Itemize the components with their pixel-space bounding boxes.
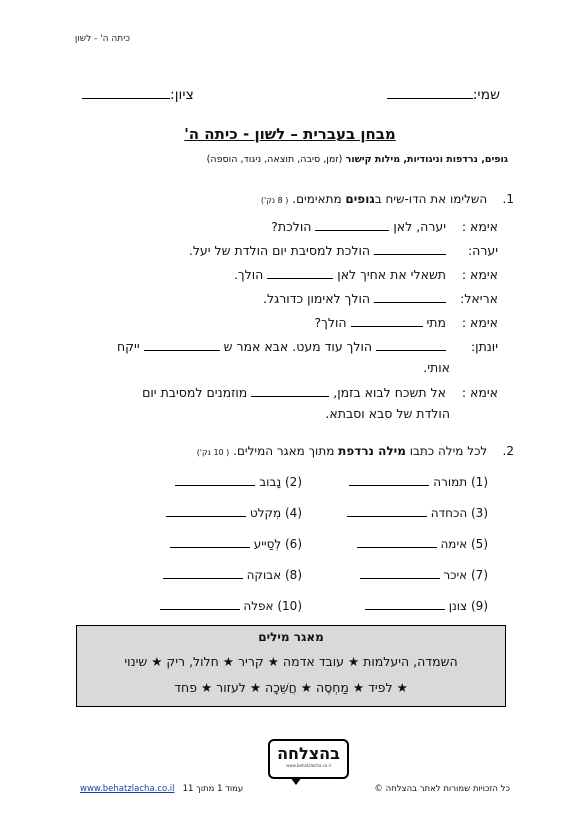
- answer-blank[interactable]: [315, 218, 389, 231]
- line-text: תשאלי את אחיך לאן: [337, 267, 447, 282]
- question-1-prompt: [261, 192, 514, 206]
- answer-blank[interactable]: [347, 504, 427, 517]
- synonym-item: (10) אפלה: [160, 597, 302, 613]
- answer-blank[interactable]: [374, 290, 446, 303]
- question-number: 2.: [502, 444, 514, 458]
- line-text: הולך?: [314, 315, 347, 330]
- prompt-bold: מילה נרדפת: [338, 444, 406, 458]
- speaker: אימא :: [461, 385, 498, 400]
- prompt-text-end: מתאימים.: [292, 192, 346, 206]
- dialogue-line-continued: [325, 406, 450, 421]
- line-text: אל תשכח לבוא בזמן,: [333, 385, 447, 400]
- dialogue-line: [263, 290, 498, 306]
- word-bank-line: השמדה, היעלמות ★ עובד אדמה ★ קריר ★ חלול, ריק ★ שינוי: [124, 654, 458, 669]
- line-text: יערה, לאן: [393, 219, 447, 234]
- grade-blank[interactable]: [82, 86, 170, 99]
- name-blank[interactable]: [387, 86, 473, 99]
- speaker: אימא :: [461, 267, 498, 282]
- dialogue-line-continued: [423, 360, 450, 375]
- answer-blank[interactable]: [349, 473, 429, 486]
- answer-blank[interactable]: [376, 338, 446, 351]
- page-title: מבחן בעברית – לשון - כיתה ה': [184, 125, 396, 143]
- answer-blank[interactable]: [251, 384, 329, 397]
- answer-blank[interactable]: [163, 566, 243, 579]
- answer-blank[interactable]: [170, 535, 250, 548]
- speaker: אימא :: [461, 315, 498, 330]
- footer-rights: כל הזכויות שמורות לאתר בהצלחה ©: [374, 784, 510, 794]
- name-field: [387, 86, 500, 103]
- prompt-text: השלימו את הדו-שיח ב: [374, 192, 488, 206]
- line-text: הולדת של סבא וסבתא.: [325, 406, 450, 421]
- answer-blank[interactable]: [144, 338, 220, 351]
- line-text: הולך לאימון כדורגל.: [263, 291, 371, 306]
- subtitle: [207, 154, 508, 165]
- line-text: הולכת למסיבת יום הולדת של יעל.: [188, 243, 371, 258]
- dialogue-line: [117, 338, 498, 354]
- prompt-text: לכל מילה כתבו: [405, 444, 488, 458]
- line-text: הולך.: [233, 267, 264, 282]
- word-bank-title: מאגר מילים: [258, 630, 324, 644]
- synonym-item: (2) נָבוב: [175, 473, 302, 489]
- synonym-item: (6) לְסַייע: [170, 535, 302, 551]
- word-bank-box: [76, 625, 506, 707]
- points: ( 8 נק'): [260, 196, 289, 205]
- synonym-item: (5) אימה: [357, 535, 488, 551]
- synonym-item: (1) תמורה: [349, 473, 488, 489]
- answer-blank[interactable]: [160, 597, 240, 610]
- synonym-item: (4) מִקלט: [166, 504, 302, 520]
- answer-blank[interactable]: [267, 266, 333, 279]
- prompt-text-end: מתוך מאגר המילים.: [233, 444, 339, 458]
- line-text: ייקח: [117, 339, 140, 354]
- synonym-item: (9) צונן: [365, 597, 488, 613]
- speaker: אריאל:: [460, 291, 498, 306]
- dialogue-line: [142, 384, 498, 400]
- dialogue-line: [315, 314, 499, 330]
- logo-subtext: www.behatzlacha.co.il: [286, 763, 331, 768]
- line-text: הולכת?: [271, 219, 312, 234]
- line-text: מתי: [426, 315, 447, 330]
- logo-text: בהצלחה: [277, 744, 340, 763]
- points: ( 10 נק'): [196, 448, 230, 457]
- logo-speech-tail: [290, 777, 302, 785]
- subtitle-connectors: (זמן, סיבה, תוצאה, ניגוד, הוספה): [206, 154, 343, 165]
- word-bank-line: ★ לפיד ★ מַחְסֶה ★ חֲשֵׁכָה ★ לעזור ★ פחד: [174, 680, 408, 695]
- answer-blank[interactable]: [374, 242, 446, 255]
- answer-blank[interactable]: [360, 566, 440, 579]
- dialogue-line: [234, 266, 498, 282]
- synonym-item: (7) איכר: [360, 566, 488, 582]
- synonym-item: (3) הכחדה: [347, 504, 488, 520]
- answer-blank[interactable]: [351, 314, 423, 327]
- name-label: שמי:: [472, 87, 500, 103]
- dialogue-line: [189, 242, 498, 258]
- grade-field: [82, 86, 194, 103]
- site-logo: [268, 739, 349, 779]
- answer-blank[interactable]: [175, 473, 255, 486]
- page-number: עמוד 1 מתוך 11: [182, 784, 244, 794]
- line-text: מוזמנים למסיבת יום: [142, 385, 248, 400]
- dialogue-line: [271, 218, 498, 234]
- speaker: יערה:: [467, 243, 498, 258]
- footer-left: [80, 784, 243, 794]
- answer-blank[interactable]: [166, 504, 246, 517]
- synonym-item: (8) אבוקה: [163, 566, 302, 582]
- prompt-bold: גופים: [345, 192, 375, 206]
- grade-label: ציון:: [170, 87, 194, 103]
- line-text: אותי.: [423, 360, 450, 375]
- question-number: 1.: [502, 192, 514, 206]
- subtitle-topics: גופים, נרדפות וניגודיות, מילות קישור: [345, 154, 508, 165]
- speaker: יונתן:: [470, 339, 498, 354]
- answer-blank[interactable]: [357, 535, 437, 548]
- page-header: כיתה ה' - לשון: [74, 34, 130, 44]
- question-2-prompt: [197, 444, 514, 458]
- answer-blank[interactable]: [365, 597, 445, 610]
- site-link[interactable]: www.behatzlacha.co.il: [80, 784, 175, 794]
- speaker: אימא :: [461, 219, 498, 234]
- line-text: הולך עוד מעט. אבא אמר ש: [223, 339, 373, 354]
